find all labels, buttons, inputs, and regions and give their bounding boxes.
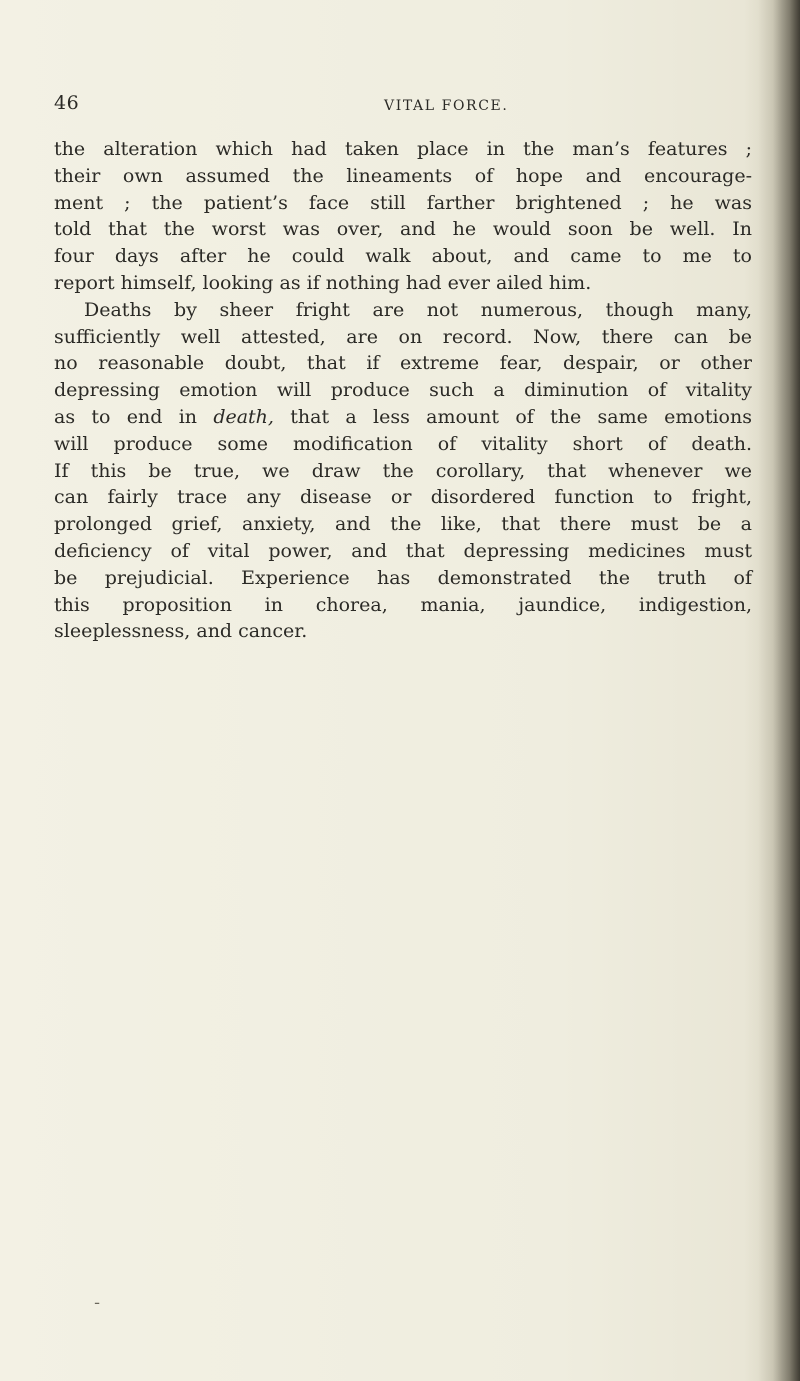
paragraph-1 — [54, 136, 752, 297]
page-number: 46 — [54, 92, 80, 114]
text-line: ment ; the patient’s face still farther brightened ; he was — [54, 191, 752, 214]
text-line: depressing emotion will produce such a diminution of vitality — [54, 379, 752, 402]
text-line: sleeplessness, and cancer. — [54, 620, 308, 643]
text-line: can fairly trace any disease or disordered function to fright, — [54, 486, 752, 509]
running-head: VITAL FORCE. — [384, 98, 509, 114]
text-line: prolonged grief, anxiety, and the like, that there must be a — [54, 513, 752, 536]
ink-speck: ـ — [95, 1292, 100, 1308]
italic-word: death, — [213, 405, 274, 428]
text-fragment: that a less amount of the same emotions — [273, 405, 752, 428]
text-line: Deaths by sheer fright are not numerous, though many, — [84, 298, 752, 321]
text-line: report himself, looking as if nothing had ever ailed him. — [54, 271, 592, 294]
text-line: If this be true, we draw the corollary, that whenever we — [54, 459, 752, 482]
text-line: will produce some modification of vitality short of death. — [54, 432, 752, 455]
text-line: sufficiently well attested, are on record. Now, there can be — [54, 325, 752, 348]
text-line: be prejudicial. Experience has demonstrated the truth of — [54, 566, 752, 589]
text-line: their own assumed the lineaments of hope and encourage- — [54, 164, 752, 187]
text-line: four days after he could walk about, and came to me to — [54, 245, 752, 268]
text-line-with-emphasis — [54, 404, 752, 431]
text-line: this proposition in chorea, mania, jaundice, indigestion, — [54, 593, 752, 616]
text-line: told that the worst was over, and he would soon be well. In — [54, 218, 752, 241]
body-text — [54, 136, 752, 645]
text-line: deficiency of vital power, and that depressing medicines must — [54, 539, 752, 562]
text-line: no reasonable doubt, that if extreme fear, despair, or other — [54, 352, 752, 375]
paragraph-2 — [54, 297, 752, 645]
text-line: the alteration which had taken place in the man’s features ; — [54, 138, 752, 160]
text-fragment: as to end in — [54, 405, 214, 428]
page-edge-shadow — [758, 0, 800, 1381]
page-header — [54, 92, 754, 122]
